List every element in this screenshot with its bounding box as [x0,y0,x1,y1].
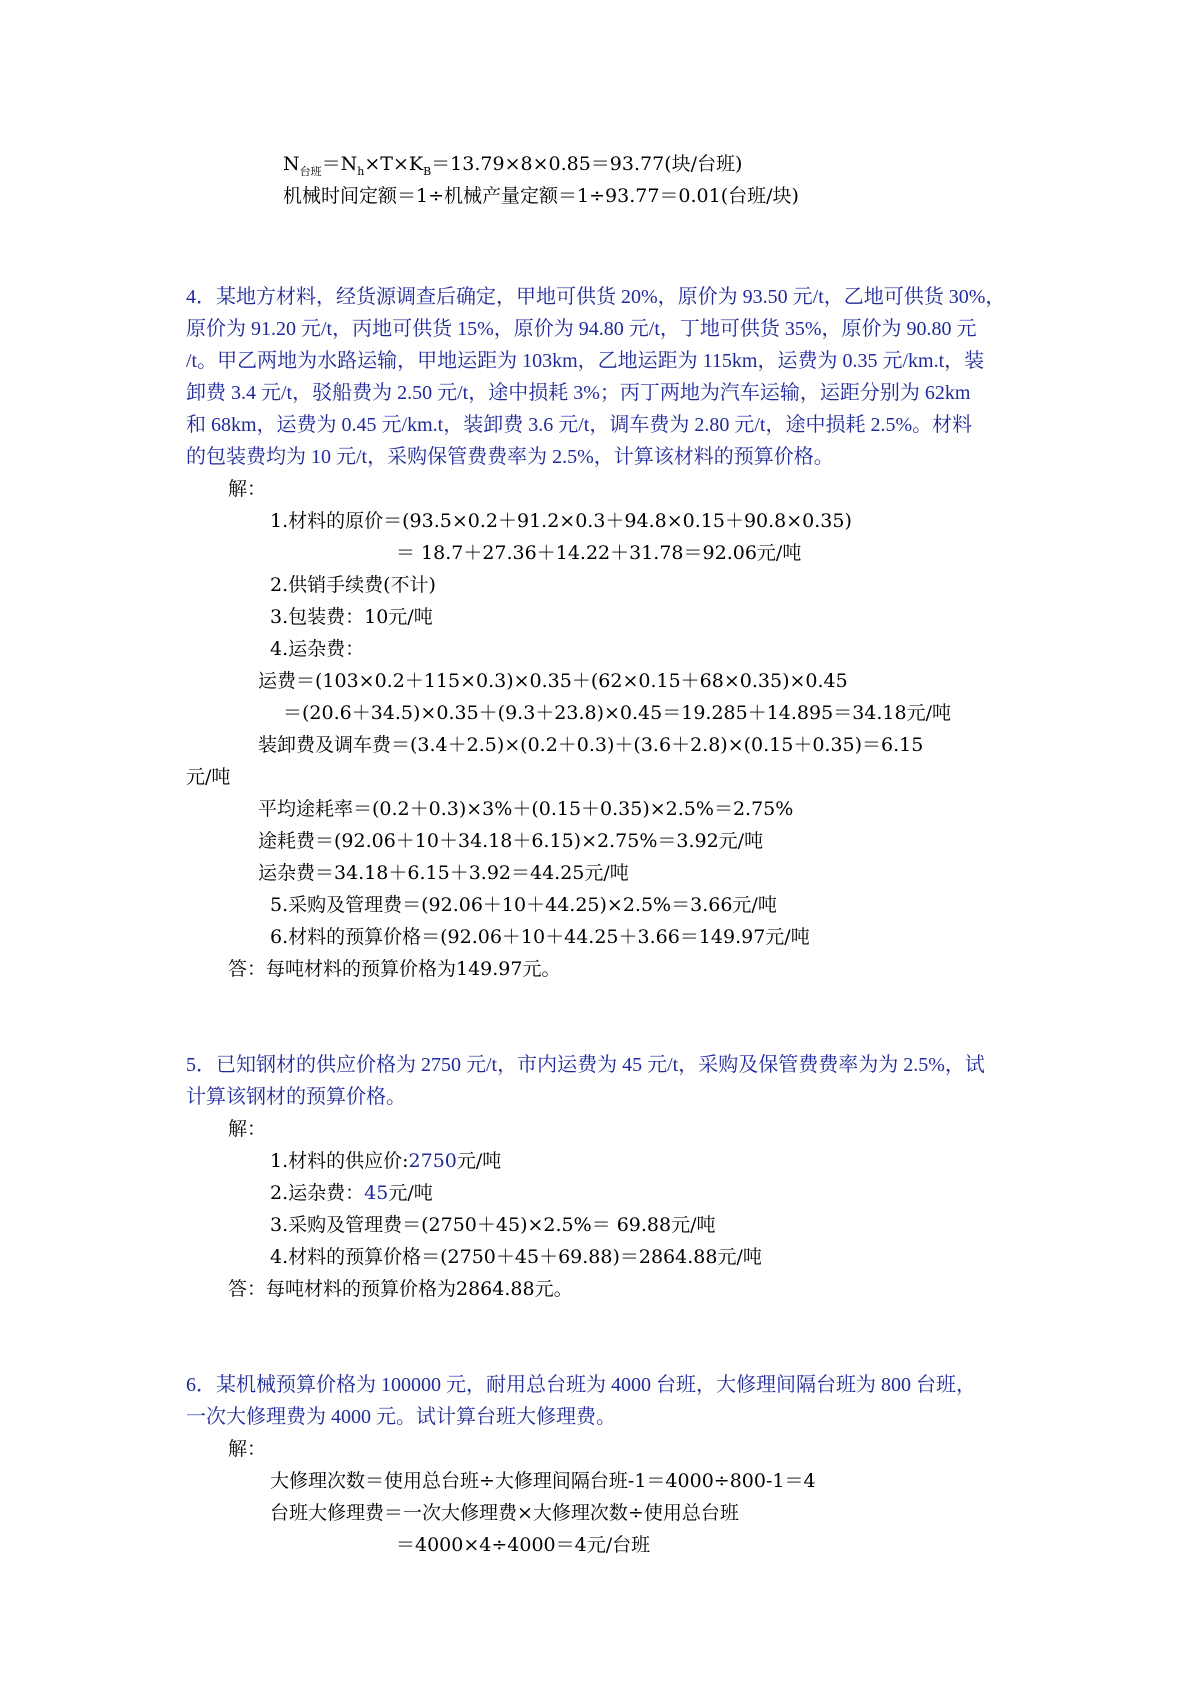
q5-answer: 答：每吨材料的预算价格为2864.88元。 [228,1278,573,1300]
formula-part: ×T×K [364,153,424,175]
q6-overhaul-cost-line: 台班大修理费＝一次大修理费×大修理次数÷使用总台班 [270,1502,739,1524]
intro-formula-line [283,152,742,184]
q5-step1-unit: 元/吨 [456,1150,502,1172]
q5-step1-label: 1.材料的供应价: [270,1150,409,1172]
q6-question-line: 6．某机械预算价格为 100000 元，耐用总台班为 4000 台班，大修理间隔台班为 800 台班， [186,1374,976,1396]
q4-handling-unit: 元/吨 [186,766,231,788]
q4-handling-line: 装卸费及调车费＝(3.4＋2.5)×(0.2＋0.3)＋(3.6＋2.8)×(0.15＋0.35)＝6.15 [258,734,924,756]
q4-answer: 答：每吨材料的预算价格为149.97元。 [228,958,561,980]
q4-question-line: 卸费 3.4 元/t，驳船费为 2.50 元/t，途中损耗 3%；丙丁两地为汽车运输，运距分别为 62km [186,382,971,404]
q6-solution-label: 解： [228,1438,267,1460]
q5-question-line: 5．已知钢材的供应价格为 2750 元/t，市内运费为 45 元/t，采购及保管费费率为为 2.5%，试 [186,1054,985,1076]
q4-solution-label: 解： [228,478,267,500]
q4-freight-line: 运费＝(103×0.2＋115×0.3)×0.35＋(62×0.15＋68×0.35)×0.45 [258,670,848,692]
q5-step2-line [270,1181,433,1205]
q4-question-line: 4．某地方材料，经货源调查后确定，甲地可供货 20%，原价为 93.50 元/t，乙地可供货 30%， [186,286,1006,308]
q4-step1-result: ＝ 18.7＋27.36＋14.22＋31.78＝92.06元/吨 [396,542,802,564]
q5-step1-line [270,1149,501,1173]
q4-loss-cost-line: 途耗费＝(92.06＋10＋34.18＋6.15)×2.75%＝3.92元/吨 [258,830,764,852]
q4-question-line: /t。甲乙两地为水路运输，甲地运距为 103km，乙地运距为 115km，运费为 0.35 元/km.t，装 [186,350,985,372]
q6-overhaul-count-line: 大修理次数＝使用总台班÷大修理间隔台班-1＝4000÷800-1＝4 [270,1470,816,1492]
q4-step3-line: 3.包装费：10元/吨 [270,606,433,628]
q4-misc-cost-line: 运杂费＝34.18＋6.15＋3.92＝44.25元/吨 [258,862,629,884]
q5-step4-line: 4.材料的预算价格＝(2750＋45＋69.88)＝2864.88元/吨 [270,1246,762,1268]
formula-part: ＝13.79×8×0.85＝93.77(块/台班) [431,153,743,175]
q5-freight-value: 45 [364,1182,389,1204]
q6-question-line: 一次大修理费为 4000 元。试计算台班大修理费。 [186,1406,616,1428]
q4-step4-line: 4.运杂费： [270,638,365,660]
q4-question-line: 原价为 91.20 元/t，丙地可供货 15%，原价为 94.80 元/t，丁地可供货 35%，原价为 90.80 元 [186,318,977,340]
q4-loss-rate-line: 平均途耗率＝(0.2＋0.3)×3%＋(0.15＋0.35)×2.5%＝2.75% [258,798,794,820]
formula-sub-h: h [357,164,365,178]
q4-question-line: 的包装费均为 10 元/t，采购保管费费率为 2.5%，计算该材料的预算价格。 [186,446,834,468]
q6-overhaul-cost-result: ＝4000×4÷4000＝4元/台班 [396,1534,651,1556]
formula-sub-taiban: 台班 [299,164,322,178]
q5-step2-label: 2.运杂费： [270,1182,365,1204]
q4-freight-result: ＝(20.6＋34.5)×0.35＋(9.3＋23.8)×0.45＝19.285＋14.895＝34.18元/吨 [283,702,951,724]
intro-time-quota-line: 机械时间定额＝1÷机械产量定额＝1÷93.77＝0.01(台班/块) [283,185,799,207]
q4-question-line: 和 68km，运费为 0.45 元/km.t，装卸费 3.6 元/t，调车费为 2.80 元/t，途中损耗 2.5%。材料 [186,414,973,436]
q4-step2-line: 2.供销手续费(不计) [270,574,436,596]
q5-solution-label: 解： [228,1118,267,1140]
q4-step1-line: 1.材料的原价＝(93.5×0.2＋91.2×0.3＋94.8×0.15＋90.8×0.35) [270,510,852,532]
q5-supply-price-value: 2750 [408,1150,457,1172]
q5-step2-unit: 元/吨 [388,1182,433,1204]
formula-n: N [283,153,300,175]
q4-step5-line: 5.采购及管理费＝(92.06＋10＋44.25)×2.5%＝3.66元/吨 [270,894,777,916]
formula-part: ＝N [321,153,358,175]
formula-sub-b: B [423,164,432,178]
q5-step3-line: 3.采购及管理费＝(2750＋45)×2.5%＝ 69.88元/吨 [270,1214,716,1236]
q4-step6-line: 6.材料的预算价格＝(92.06＋10＋44.25＋3.66＝149.97元/吨 [270,926,810,948]
q5-question-line: 计算该钢材的预算价格。 [186,1086,406,1108]
